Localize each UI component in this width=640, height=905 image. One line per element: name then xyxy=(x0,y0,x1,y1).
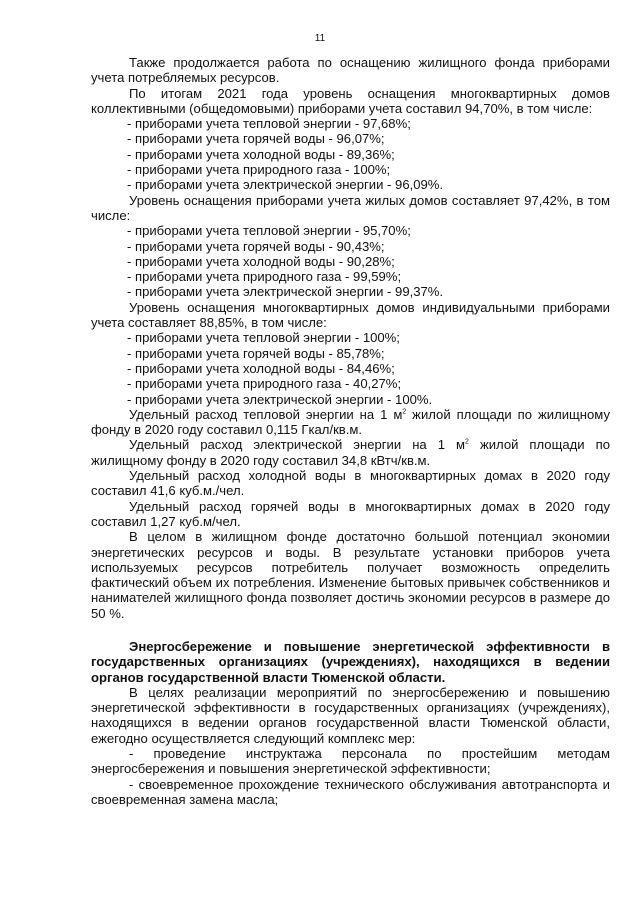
section-spacer xyxy=(91,621,610,639)
list-item: - приборами учета тепловой энергии - 95,70%; xyxy=(127,223,411,239)
list-item: - приборами учета электрической энергии - 96,09%. xyxy=(127,177,444,193)
list-item: - приборами учета холодной воды - 84,46%; xyxy=(127,360,395,376)
list-item: - приборами учета горячей воды - 96,07%; xyxy=(127,131,385,147)
paragraph-section-intro: В целях реализации мероприятий по энергосбережению и повышению энергетической эффективности в государственных организациях (учреждениях), находящихся в ведении органов государственной власти Тюменской области, ежегодно осуществляется следующий комплекс мер: xyxy=(91,684,610,746)
paragraph-cold-water: Удельный расход холодной воды в многоквартирных домах в 2020 году составил 41,6 куб.м./чел. xyxy=(91,468,610,499)
list-item: - проведение инструктажа персонала по простейшим методам энергосбережения и повышения энергетической эффективности; xyxy=(91,746,610,777)
list-item: - приборами учета тепловой энергии - 100%; xyxy=(127,330,400,346)
paragraph-hot-water: Удельный расход горячей воды в многоквартирных домах в 2020 году составил 1,27 куб.м/чел. xyxy=(91,498,610,529)
paragraph-metering-intro: Также продолжается работа по оснащению жилищного фонда приборами учета потребляемых ресурсов. xyxy=(91,55,610,86)
paragraph-houses-meters: Уровень оснащения приборами учета жилых домов составляет 97,42%, в том числе: xyxy=(91,192,610,223)
section-heading: Энергосбережение и повышение энергетической эффективности в государственных организациях (учреждениях), находящихся в ведении органов государственной власти Тюменской области. xyxy=(91,638,610,685)
paragraph-collective-meters: По итогам 2021 года уровень оснащения многоквартирных домов коллективными (общедомовыми) приборами учета составил 94,70%, в том числе: xyxy=(91,85,610,116)
list-item: - приборами учета горячей воды - 90,43%; xyxy=(127,238,385,254)
paragraph-electric-consumption: Удельный расход электрической энергии на 1 $м^2$ жилой площади по жилищному фонду в 2020 году составил 34,8 кВтч/кв.м. xyxy=(91,437,610,468)
page-number: 11 xyxy=(314,33,326,44)
list-item: - приборами учета природного газа - 40,27%; xyxy=(127,376,402,392)
list-item: - приборами учета холодной воды - 89,36%; xyxy=(127,146,395,162)
paragraph-saving-potential: В целом в жилищном фонде достаточно большой потенциал экономии энергетических ресурсов и воды. В результате установки приборов учета используемых ресурсов потребитель получает возможность определить фактический объем их потребления. Изменение бытовых привычек собственников и нанимателей жилищного фонда позволяет достичь экономии ресурсов в размере до 50 %. xyxy=(91,529,610,621)
list-item: - приборами учета природного газа - 99,59%; xyxy=(127,269,402,285)
list-item: - своевременное прохождение технического обслуживания автотранспорта и своевременная замена масла; xyxy=(91,776,610,807)
list-item: - приборами учета холодной воды - 90,28%; xyxy=(127,253,395,269)
paragraph-individual-meters: Уровень оснащения многоквартирных домов индивидуальными приборами учета составляет 88,85%, в том числе: xyxy=(91,299,610,331)
list-item: - приборами учета горячей воды - 85,78%; xyxy=(127,345,385,361)
document-body xyxy=(91,55,610,807)
list-item: - приборами учета электрической энергии - 99,37%. xyxy=(127,284,444,300)
paragraph-heat-consumption: Удельный расход тепловой энергии на 1 $м^2$ жилой площади по жилищному фонду в 2020 году составил 0,115 Гкал/кв.м. xyxy=(91,406,611,438)
list-item: - приборами учета тепловой энергии - 97,68%; xyxy=(127,116,411,132)
list-item: - приборами учета электрической энергии - 100%. xyxy=(127,391,433,407)
list-item: - приборами учета природного газа - 100%; xyxy=(127,162,391,178)
